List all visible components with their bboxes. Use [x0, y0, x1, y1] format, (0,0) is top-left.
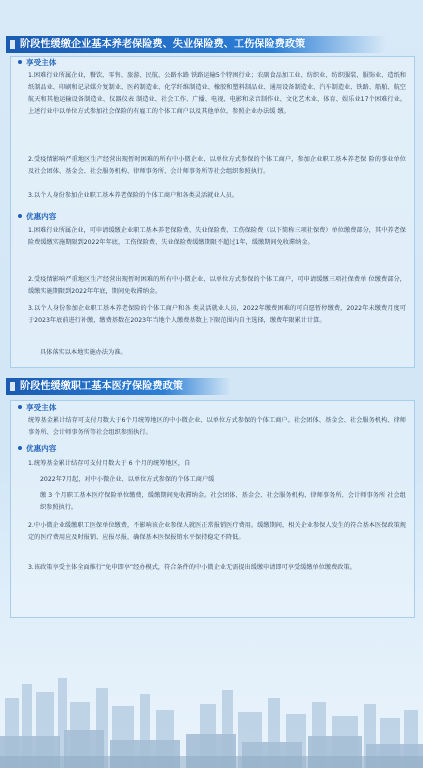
section1-title: 阶段性缓缴企业基本养老保险费、失业保险费、工伤保险费政策	[6, 36, 386, 53]
section2-benefits-heading: 优惠内容	[18, 444, 56, 454]
section2-benefit-item-1: 1.统筹基金累计结存可支付月数大于 6 个月的统筹地区，自	[28, 460, 191, 467]
section1-benefits-heading: 优惠内容	[18, 212, 56, 222]
section2-benefit-item-2: 2.中小微企业缓缴职工医保单位缴费，不影响该企业参保人就医正常报销医疗费用。缓缴期间，相关企业参保人发生的符合基本医保政策规定的医疗费用应及时报销、应报尽报，确保基本医保报销水平保持稳定不降低。	[28, 522, 406, 541]
section1-benefit-item-1: 1.困难行业所属企业，可申请缓缴企业职工基本养老保险费、失业保险费、工伤保险费（以下简称三项社保费）单位缴费部分，其中养老保险费缓缴实施期限到2022年年底，工伤保险费、失业保险费缓缴期限不超过1年，缓缴期间免收滞纳金。	[28, 227, 406, 246]
section2-title: 阶段性缓缴职工基本医疗保险费政策	[6, 378, 231, 395]
section1-eligibility-item-3: 3.以个人身份参加企业职工基本养老保险的个体工商户和各类灵活就业人员。	[28, 192, 239, 199]
city-skyline-illustration	[0, 618, 423, 768]
section2-benefit-item-1-cont-a: 2022年7月起，对中小微企业、以单位方式参保的个体工商户缓	[40, 476, 215, 483]
section1-benefit-item-2: 2.受疫情影响严重地区生产经营出现暂时困难的所有中小微企业、以单位方式参保的个体工商户，可申请缓缴三项社保费单 位缴费部分，缓缴实施期限到2022年年底，期间免收滞纳金。	[28, 276, 406, 295]
section1-eligibility-item-2: 2.受疫情影响严重地区生产经营出现暂时困难的所有中小微企业、以单位方式参保的个体工商户，参加企业职工基本养老保 险的事业单位及社会团体、基金会、社会服务机构、律师事务所、会计师事务所等社会组织参照执行。	[28, 156, 406, 175]
section1-note: 具体落实以本地实施办法为准。	[40, 349, 127, 356]
section2-benefit-item-3: 3.该政策享受主体全面推行“免申即享”经办模式，符合条件的中小微企业无需提出缓缴申请即可享受缓缴单位缴费政策。	[28, 564, 356, 571]
section2-eligibility-heading: 享受主体	[18, 403, 56, 413]
section2-benefit-item-1-cont-b: 缴 3 个月职工基本医疗保险单位缴费，缓缴期间免收滞纳金。社会团体、基金会、社会服务机构、律师事务所、会计师事务所 社会组织参照执行。	[40, 492, 406, 511]
section1-benefit-item-3: 3.以个人身份参加企业职工基本养老保险的个体工商户和各 类灵活就业人员，2022年缴费困难的可自愿暂停缴费，2022年未缴费月度可于2023年底前进行补缴，缴费基数在2023年当地个人缴费基数上下限范围内自主选择，缴费年限累计计算。	[28, 305, 406, 324]
section1-eligibility-heading: 享受主体	[18, 58, 56, 68]
section2-eligibility-text: 统筹基金累计结存可支付月数大于6个月统筹地区的中小微企业、以单位方式参保的个体工商户。社会团体、基金会、社会服务机构、律师事务所、会计师事务所等社会组织参照执行。	[28, 417, 406, 436]
section1-eligibility-item-1: 1.困难行业所属企业，餐饮、零售、旅游、民航、公路水路 铁路运输5个特困行业；农副食品加工业、纺织业、纺织服装、服饰业、造纸和纸制品业、印刷和记录媒介复制业、医药制造业、化学纤维制造业、橡胶和塑料制品业、通用设备制造业、汽车制造业、铁路、船舶、航空航天和其他运输设备制造业、仪器仪表 制造业、社会工作、广播、电视、电影和录音制作业、文化艺术业、体育、娱乐业17个困难行业。上述行业中以单位方式参加社会保险的有雇工的个体工商户以及其他单位，参照企业办法缓 缴。	[28, 72, 406, 115]
